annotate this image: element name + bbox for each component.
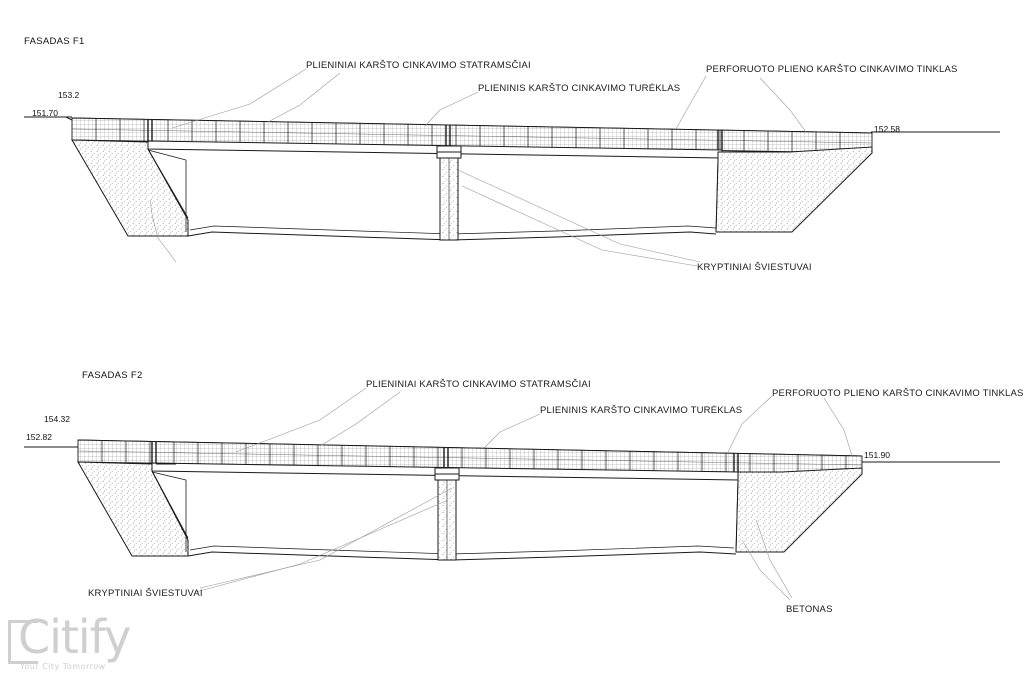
facade-f1-callout-mesh: PERFORUOTO PLIENO KARŠTO CINKAVIMO TINKLAS bbox=[706, 64, 958, 75]
facade-f2-geometry bbox=[24, 388, 1000, 600]
facade-f2-elevation-right: 151.90 bbox=[864, 450, 890, 460]
facade-f1-elevation-left-top: 153.2 bbox=[58, 90, 80, 100]
watermark-tagline: Your City Tomorrow bbox=[20, 662, 106, 671]
facade-f2-elevation-left-bottom: 152.82 bbox=[26, 432, 52, 442]
watermark-name: Citify bbox=[18, 610, 131, 664]
facade-f1-elevation-right: 152.58 bbox=[874, 124, 900, 134]
facade-f1-geometry bbox=[24, 69, 1000, 266]
facade-f1-callout-posts: PLIENINIAI KARŠTO CINKAVIMO STATRAMSČIAI bbox=[306, 60, 531, 71]
facade-f2-callout-mesh: PERFORUOTO PLIENO KARŠTO CINKAVIMO TINKLAS bbox=[772, 388, 1024, 399]
facade-f1-callout-railing: PLIENINIS KARŠTO CINKAVIMO TURĖKLAS bbox=[478, 83, 681, 94]
facade-f2-title: FASADAS F2 bbox=[82, 370, 143, 381]
facade-f1-callout-lights: KRYPTINIAI ŠVIESTUVAI bbox=[697, 262, 812, 273]
facade-f1-title: FASADAS F1 bbox=[24, 36, 85, 47]
facade-f2-callout-railing: PLIENINIS KARŠTO CINKAVIMO TURĖKLAS bbox=[540, 405, 743, 416]
facade-f2-callout-concrete: BETONAS bbox=[786, 604, 833, 615]
facade-f2-callout-lights: KRYPTINIAI ŠVIESTUVAI bbox=[88, 588, 203, 599]
facade-f2-callout-posts: PLIENINIAI KARŠTO CINKAVIMO STATRAMSČIAI bbox=[366, 379, 591, 390]
facade-f2-elevation-left-top: 154.32 bbox=[44, 414, 70, 424]
facade-f1-elevation-left-bottom: 151.70 bbox=[32, 108, 58, 118]
